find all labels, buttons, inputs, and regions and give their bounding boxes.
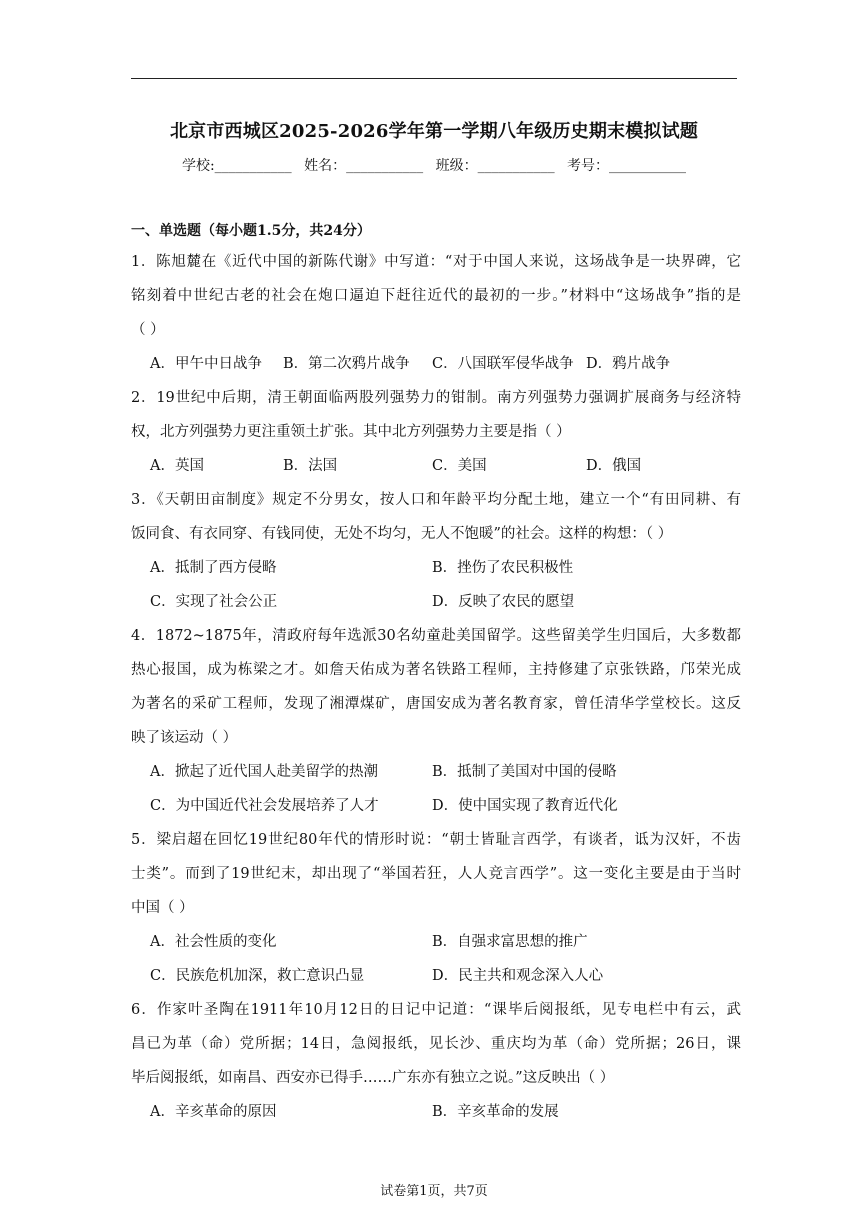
question-3-option-d[interactable]: D．反映了农民的愿望: [432, 594, 575, 610]
question-5-option-a[interactable]: A．社会性质的变化: [150, 934, 277, 950]
question-2-line-1: 2．19世纪中后期，清王朝面临两股列强势力的钳制。南方列强势力强调扩展商务与经济特: [131, 390, 741, 406]
question-1-line-1: 1．陈旭麓在《近代中国的新陈代谢》中写道：“对于中国人来说，这场战争是一块界碑，它: [131, 254, 741, 270]
question-6-option-b[interactable]: B．辛亥革命的发展: [432, 1104, 559, 1120]
question-4-line-3: 为著名的采矿工程师，发现了湘潭煤矿，唐国安成为著名教育家，曾任清华学堂校长。这反: [131, 696, 741, 712]
question-1-option-d[interactable]: D．鸦片战争: [586, 356, 671, 372]
question-5-option-b[interactable]: B．自强求富思想的推广: [432, 934, 588, 950]
section-heading: 一、单选题（每小题1.5分，共24分）: [131, 223, 371, 239]
question-1-option-b[interactable]: B．第二次鸦片战争: [283, 356, 410, 372]
question-5-option-d[interactable]: D．民主共和观念深入人心: [432, 968, 604, 984]
header-rule: [131, 78, 737, 79]
question-5-option-c[interactable]: C．民族危机加深，救亡意识凸显: [150, 968, 365, 984]
question-4-line-4: 映了该运动（ ）: [131, 730, 238, 746]
question-5-line-2: 士类”。而到了19世纪末，却出现了“举国若狂，人人竞言西学”。这一变化主要是由于当时: [131, 866, 741, 882]
question-2-option-c[interactable]: C．美国: [432, 458, 487, 474]
school-field[interactable]: 学校:___________: [181, 158, 292, 174]
question-3-line-2: 饭同食、有衣同穿、有钱同使，无处不均匀，无人不饱暖”的社会。这样的构想：（ ）: [131, 526, 673, 542]
question-1-line-2: 铭刻着中世纪古老的社会在炮口逼迫下赶往近代的最初的一步。”材料中“这场战争”指的是: [131, 288, 741, 304]
question-1-option-c[interactable]: C．八国联军侵华战争: [432, 356, 574, 372]
question-3-option-a[interactable]: A．抵制了西方侵略: [150, 560, 277, 576]
question-2-option-b[interactable]: B．法国: [283, 458, 338, 474]
question-2-option-a[interactable]: A．英国: [150, 458, 204, 474]
student-info-line: [0, 155, 868, 175]
question-3-line-1: 3．《天朝田亩制度》规定不分男女，按人口和年龄平均分配土地，建立一个“有田同耕、有: [131, 492, 741, 508]
question-4-option-b[interactable]: B．抵制了美国对中国的侵略: [432, 764, 617, 780]
question-4-option-d[interactable]: D．使中国实现了教育近代化: [432, 798, 618, 814]
question-1-option-a[interactable]: A．甲午中日战争: [150, 356, 262, 372]
question-6-line-1: 6．作家叶圣陶在1911年10月12日的日记中记道：“课毕后阅报纸，见专电栏中有云，武: [131, 1002, 741, 1018]
question-6-line-3: 毕后阅报纸，如南昌、西安亦已得手……广东亦有独立之说。”这反映出（ ）: [131, 1070, 615, 1086]
name-field[interactable]: 姓名：___________: [304, 158, 424, 174]
question-4-option-a[interactable]: A．掀起了近代国人赴美留学的热潮: [150, 764, 378, 780]
exam-title: 北京市西城区2025-2026学年第一学期八年级历史期末模拟试题: [169, 121, 699, 142]
question-3-option-b[interactable]: B．挫伤了农民积极性: [432, 560, 574, 576]
question-4-option-c[interactable]: C．为中国近代社会发展培养了人才: [150, 798, 379, 814]
question-5-line-3: 中国（ ）: [131, 900, 194, 916]
exam-number-field[interactable]: 考号：___________: [567, 158, 687, 174]
question-1-line-3: （ ）: [131, 322, 165, 338]
question-5-line-1: 5．梁启超在回忆19世纪80年代的情形时说：“朝士皆耻言西学，有谈者，诋为汉奸，不齿: [131, 832, 741, 848]
question-6-option-a[interactable]: A．辛亥革命的原因: [150, 1104, 277, 1120]
question-3-option-c[interactable]: C．实现了社会公正: [150, 594, 278, 610]
class-field[interactable]: 班级：___________: [435, 158, 555, 174]
question-4-line-2: 热心报国，成为栋梁之才。如詹天佑成为著名铁路工程师，主持修建了京张铁路，邝荣光成: [131, 662, 741, 678]
question-2-line-2: 权，北方列强势力更注重领土扩张。其中北方列强势力主要是指（ ）: [131, 424, 571, 440]
question-2-option-d[interactable]: D．俄国: [586, 458, 642, 474]
question-6-line-2: 昌已为革（命）党所据；14日，急阅报纸，见长沙、重庆均为革（命）党所据；26日，课: [131, 1036, 741, 1052]
question-4-line-1: 4．1872~1875年，清政府每年选派30名幼童赴美国留学。这些留美学生归国后，大多数都: [131, 628, 741, 644]
page-footer: 试卷第1页，共7页: [380, 1184, 488, 1199]
